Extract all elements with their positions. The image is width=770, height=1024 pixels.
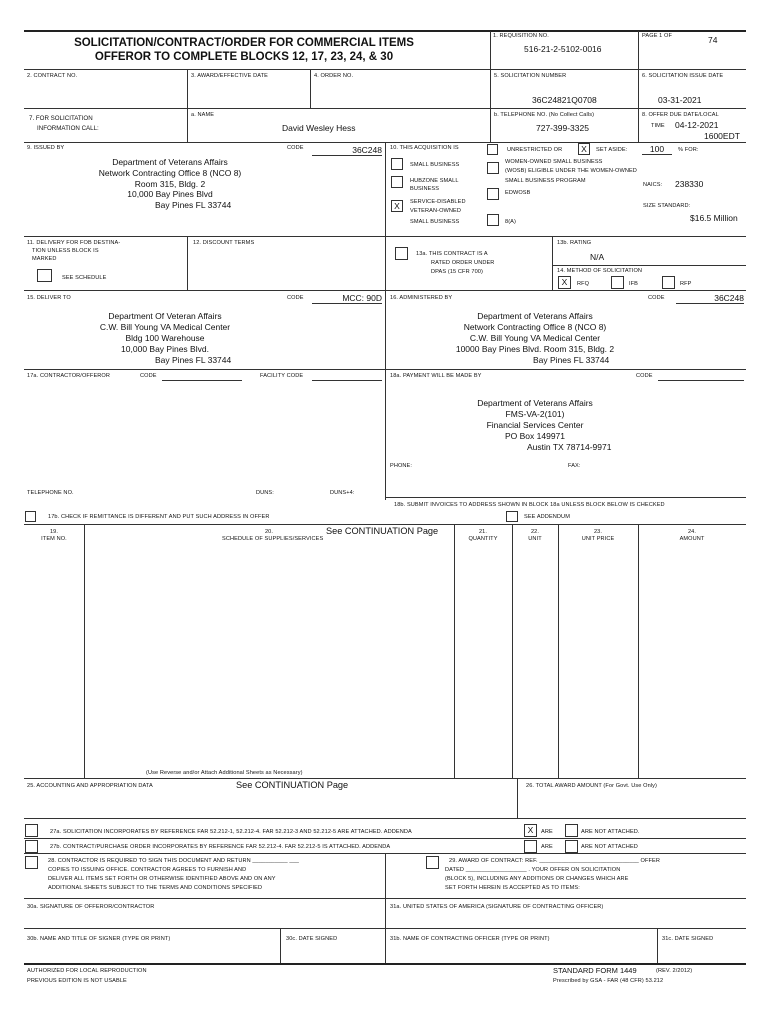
addendum-checkbox[interactable]	[506, 511, 518, 522]
deliver-code-label: CODE	[287, 295, 304, 301]
col-21-num: 21.	[478, 529, 488, 535]
method-label: 14. METHOD OF SOLICITATION	[557, 268, 643, 274]
issued-line-2: Network Contracting Office 8 (NCO 8)	[98, 168, 242, 178]
accounting-label: 25. ACCOUNTING AND APPROPRIATION DATA	[27, 783, 153, 789]
divider	[24, 818, 746, 819]
offer-due-time[interactable]: 1600EDT	[704, 131, 740, 141]
contractor-code-field[interactable]	[162, 371, 242, 381]
payment-code-field[interactable]	[658, 371, 744, 381]
rated-order-label-2: RATED ORDER UNDER	[431, 260, 495, 266]
27a-are-not-checkbox[interactable]	[565, 824, 578, 837]
admin-line-3: C.W. Bill Young VA Medical Center	[469, 333, 601, 343]
wosb-label-2: (WOSB) ELIGIBLE UNDER THE WOMEN-OWNED	[505, 168, 637, 174]
see-schedule-checkbox[interactable]	[37, 269, 52, 282]
sdvosb-checkbox[interactable]: X	[391, 200, 403, 212]
solicitation-number[interactable]: 36C24821Q0708	[532, 95, 597, 105]
issued-by-label: 9. ISSUED BY	[27, 145, 65, 151]
rated-order-checkbox[interactable]	[395, 247, 408, 260]
divider	[24, 290, 746, 291]
27a-are-checkbox[interactable]: X	[524, 824, 537, 837]
wosb-label-3: SMALL BUSINESS PROGRAM	[505, 178, 586, 184]
28-line-1: 28. CONTRACTOR IS REQUIRED TO SIGN THIS DOCUMENT AND RETURN ___________ ___	[48, 858, 300, 864]
offer-due-date[interactable]: 04-12-2021	[675, 120, 719, 130]
divider	[24, 778, 746, 779]
size-standard-label: SIZE STANDARD:	[643, 203, 691, 209]
sdvosb-label-3: SMALL BUSINESS	[410, 219, 460, 225]
signature-officer-label: 31a. UNITED STATES OF AMERICA (SIGNATURE OF CONTRACTING OFFICER)	[390, 904, 604, 910]
admin-line-2: Network Contracting Office 8 (NCO 8)	[463, 322, 607, 332]
rfq-checkbox[interactable]: X	[558, 276, 571, 289]
naics-label: NAICS:	[643, 182, 663, 188]
divider	[280, 928, 281, 964]
requisition-label: 1. REQUISITION NO.	[493, 33, 549, 39]
payment-label: 18a. PAYMENT WILL BE MADE BY	[390, 373, 482, 379]
see-schedule-label: SEE SCHEDULE	[62, 275, 107, 281]
rating-label: 13b. RATING	[557, 240, 592, 246]
admin-line-1: Department of Veterans Affairs	[477, 311, 593, 321]
remittance-checkbox[interactable]	[25, 511, 36, 522]
deliver-line-1: Department Of Veteran Affairs	[108, 311, 222, 321]
divider	[24, 108, 746, 109]
divider	[490, 31, 491, 69]
rated-order-label-3: DPAS (15 CFR 700)	[431, 269, 483, 275]
telephone-no-label: TELEPHONE NO.	[27, 490, 74, 496]
divider	[24, 928, 746, 929]
naics-code[interactable]: 238330	[675, 179, 704, 189]
solicitation-info-label: 7. FOR SOLICITATION	[29, 115, 93, 122]
payment-line-3: Financial Services Center	[486, 420, 584, 430]
divider	[84, 524, 85, 778]
admin-code-label: CODE	[648, 295, 665, 301]
small-business-checkbox[interactable]	[391, 158, 403, 170]
divider	[385, 142, 386, 500]
issued-code[interactable]: 36C248	[312, 145, 382, 156]
27b-are-checkbox[interactable]	[524, 840, 537, 853]
divider	[385, 853, 386, 965]
ifb-label: IFB	[629, 281, 639, 287]
rfq-label: RFQ	[577, 281, 590, 287]
eight-a-checkbox[interactable]	[487, 214, 499, 226]
submit-invoices-label: 18b. SUBMIT INVOICES TO ADDRESS SHOWN IN BLOCK 18a UNLESS BLOCK BELOW IS CHECKED	[394, 502, 665, 508]
29-line-2: DATED ___________________ . YOUR OFFER ON SOLICITATION	[445, 867, 621, 873]
form-bottom-border	[24, 963, 746, 965]
see-addendum-label: SEE ADDENDUM	[524, 514, 570, 520]
divider	[24, 898, 746, 899]
discount-terms-label: 12. DISCOUNT TERMS	[193, 240, 255, 246]
divider	[517, 778, 518, 818]
deliver-line-2: C.W. Bill Young VA Medical Center	[99, 322, 231, 332]
remittance-label: 17b. CHECK IF REMITTANCE IS DIFFERENT AND PUT SUCH ADDRESS IN OFFER	[48, 514, 270, 520]
delivery-label: 11. DELIVERY FOR FOB DESTINA-	[27, 240, 121, 246]
rating-value[interactable]: N/A	[590, 252, 605, 262]
divider	[512, 524, 513, 778]
divider	[310, 69, 311, 108]
divider	[657, 928, 658, 964]
issued-line-5: Bay Pines FL 33744	[155, 200, 232, 210]
divider	[552, 265, 746, 266]
requisition-number[interactable]: 516-21-2-5102-0016	[524, 44, 602, 54]
set-aside-checkbox[interactable]: X	[578, 143, 590, 155]
col-amount-header: AMOUNT	[679, 536, 705, 542]
total-award-label: 26. TOTAL AWARD AMOUNT (For Govt. Use Only)	[526, 783, 658, 789]
admin-line-4: 10000 Bay Pines Blvd. Room 315, Bldg. 2	[455, 344, 615, 354]
issued-line-3: Room 315, Bldg. 2	[134, 179, 206, 189]
order-no-label: 4. ORDER NO.	[314, 73, 354, 79]
hubzone-label: HUBZONE SMALL	[410, 178, 459, 184]
col-item-no-header: ITEM NO.	[41, 536, 67, 542]
col-24-num: 24.	[687, 529, 697, 535]
duns-label: DUNS:	[256, 490, 274, 496]
col-schedule-header: SCHEDULE OF SUPPLIES/SERVICES	[222, 536, 324, 542]
contract-no-label: 2. CONTRACT NO.	[27, 73, 78, 79]
schedule-footnote: (Use Reverse and/or Attach Additional Sheets as Necessary)	[146, 770, 303, 776]
28-line-4: ADDITIONAL SHEETS SUBJECT TO THE TERMS AND CONDITIONS SPECIFIED	[48, 885, 263, 891]
telephone-number[interactable]: 727-399-3325	[536, 123, 589, 133]
27a-are-not-label: ARE NOT ATTACHED.	[581, 829, 640, 835]
27b-label: 27b. CONTRACT/PURCHASE ORDER INCORPORATES BY REFERENCE FAR 52.212-4. FAR 52.212-5 IS ATTACHED. ADDENDA	[50, 844, 391, 850]
27b-checkbox[interactable]	[25, 840, 38, 853]
issue-date-label: 6. SOLICITATION ISSUE DATE	[642, 73, 724, 79]
col-22-num: 22.	[530, 529, 540, 535]
deliver-line-4: 10,000 Bay Pines Blvd.	[121, 344, 209, 354]
ifb-checkbox[interactable]	[611, 276, 624, 289]
unrestricted-label: UNRESTRICTED OR	[507, 147, 563, 153]
issued-code-label: CODE	[287, 145, 304, 151]
signature-offeror-label: 30a. SIGNATURE OF OFFEROR/CONTRACTOR	[27, 904, 155, 910]
divider	[638, 524, 639, 778]
signer-date-label: 30c. DATE SIGNED	[286, 936, 338, 942]
size-standard[interactable]: $16.5 Million	[690, 213, 738, 223]
contact-name[interactable]: David Wesley Hess	[282, 123, 356, 133]
27b-are-not-checkbox[interactable]	[565, 840, 578, 853]
acquisition-label: 10. THIS ACQUISITION IS	[390, 145, 459, 151]
divider	[638, 69, 639, 142]
27a-label: 27a. SOLICITATION INCORPORATES BY REFERENCE FAR 52.212-1, 52.212-4. FAR 52.212-3 AND 52.212-5 ARE ATTACHED. ADDENDA	[50, 829, 412, 835]
col-19-num: 19.	[49, 529, 59, 535]
time-label: TIME	[651, 123, 665, 129]
wosb-checkbox[interactable]	[487, 162, 499, 174]
issue-date[interactable]: 03-31-2021	[658, 95, 702, 105]
29-checkbox[interactable]	[426, 856, 439, 869]
officer-name-label: 31b. NAME OF CONTRACTING OFFICER (TYPE OR PRINT)	[390, 936, 550, 942]
divider	[24, 838, 746, 839]
divider	[24, 369, 746, 370]
name-label: a. NAME	[191, 112, 215, 118]
footer-previous-edition: PREVIOUS EDITION IS NOT USABLE	[27, 978, 127, 984]
deliver-line-3: Bldg 100 Warehouse	[125, 333, 205, 343]
page-label: PAGE 1 OF	[642, 33, 673, 39]
payment-line-4: PO Box 149971	[504, 431, 565, 441]
form-title-line-2: OFFEROR TO COMPLETE BLOCKS 12, 17, 23, 24, & 30	[94, 51, 394, 63]
sdvosb-label-2: VETERAN-OWNED	[410, 208, 462, 214]
28-line-3: DELIVER ALL ITEMS SET FORTH OR OTHERWISE IDENTIFIED ABOVE AND ON ANY	[48, 876, 276, 882]
wosb-label: WOMEN-OWNED SMALL BUSINESS	[505, 159, 603, 165]
duns-plus4-label: DUNS+4:	[330, 490, 355, 496]
28-checkbox[interactable]	[25, 856, 38, 869]
hubzone-label-2: BUSINESS	[410, 186, 440, 192]
divider	[187, 69, 188, 142]
payment-phone-label: PHONE:	[390, 463, 413, 469]
payment-line-2: FMS-VA-2(101)	[505, 409, 565, 419]
28-line-2: COPIES TO ISSUING OFFICE. CONTRACTOR AGREES TO FURNISH AND	[48, 867, 247, 873]
accounting-value[interactable]: See CONTINUATION Page	[236, 780, 349, 790]
admin-line-5: Bay Pines FL 33744	[533, 355, 610, 365]
col-unit-price-header: UNIT PRICE	[581, 536, 615, 542]
issued-line-4: 10,000 Bay Pines Blvd	[127, 189, 213, 199]
contractor-label: 17a. CONTRACTOR/OFFEROR	[27, 373, 111, 379]
offer-due-label: 8. OFFER DUE DATE/LOCAL	[642, 112, 719, 118]
col-quantity-header: QUANTITY	[468, 536, 498, 542]
rfp-label: RFP	[680, 281, 692, 287]
divider	[385, 497, 746, 498]
29-line-4: SET FORTH HEREIN IS ACCEPTED AS TO ITEMS:	[445, 885, 580, 891]
divider	[558, 524, 559, 778]
award-date-label: 3. AWARD/EFFECTIVE DATE	[191, 73, 268, 79]
payment-line-1: Department of Veterans Affairs	[477, 398, 593, 408]
edwosb-label: EDWOSB	[505, 190, 531, 196]
divider	[454, 524, 455, 778]
set-aside-percent[interactable]: 100	[642, 144, 672, 155]
footer-revision: (REV. 2/2012)	[656, 968, 693, 974]
col-20-num: 20.	[264, 529, 274, 535]
facility-code-label: FACILITY CODE	[260, 373, 304, 379]
27a-checkbox[interactable]	[25, 824, 38, 837]
divider	[490, 69, 491, 142]
divider	[24, 236, 746, 237]
eight-a-label: 8(A)	[505, 219, 516, 225]
col-23-num: 23.	[593, 529, 603, 535]
deliver-line-5: Bay Pines FL 33744	[155, 355, 232, 365]
solicitation-info-label-2: INFORMATION CALL:	[37, 125, 99, 132]
rated-order-label: 13a. THIS CONTRACT IS A	[416, 251, 488, 257]
27b-are-not-label: ARE NOT ATTACHED	[581, 844, 638, 850]
small-business-label: SMALL BUSINESS	[410, 162, 460, 168]
27a-are-label: ARE	[541, 829, 553, 835]
deliver-to-label: 15. DELIVER TO	[27, 295, 71, 301]
administered-by-label: 16. ADMINISTERED BY	[390, 295, 453, 301]
telephone-label: b. TELEPHONE NO. (No Collect Calls)	[494, 112, 595, 118]
footer-reproduction: AUTHORIZED FOR LOCAL REPRODUCTION	[27, 968, 147, 974]
hubzone-checkbox[interactable]	[391, 176, 403, 188]
signer-name-label: 30b. NAME AND TITLE OF SIGNER (TYPE OR PRINT)	[27, 936, 171, 942]
delivery-label-2: TION UNLESS BLOCK IS	[32, 248, 99, 254]
facility-code-field[interactable]	[312, 371, 382, 381]
divider	[552, 236, 553, 290]
page-count: 74	[708, 35, 718, 45]
col-unit-header: UNIT	[528, 536, 542, 542]
edwosb-checkbox[interactable]	[487, 188, 499, 200]
divider	[187, 236, 188, 290]
see-continuation-page: See CONTINUATION Page	[326, 526, 439, 536]
form-title-line-1: SOLICITATION/CONTRACT/ORDER FOR COMMERCIAL ITEMS	[74, 37, 414, 49]
29-line-3: (BLOCK 5), INCLUDING ANY ADDITIONS OR CHANGES WHICH ARE	[445, 876, 629, 882]
delivery-label-3: MARKED	[32, 256, 57, 262]
footer-form-name: STANDARD FORM 1449	[553, 966, 637, 975]
sdvosb-label: SERVICE-DISABLED	[410, 199, 466, 205]
payment-fax-label: FAX:	[568, 463, 581, 469]
set-aside-label: SET ASIDE:	[596, 147, 628, 153]
divider	[638, 31, 639, 69]
officer-date-label: 31c. DATE SIGNED	[662, 936, 714, 942]
rfp-checkbox[interactable]	[662, 276, 675, 289]
admin-code[interactable]: 36C248	[676, 293, 744, 304]
payment-line-5: Austin TX 78714-9971	[527, 442, 612, 452]
issued-line-1: Department of Veterans Affairs	[112, 157, 228, 167]
contractor-code-label: CODE	[140, 373, 157, 379]
footer-prescribed: Prescribed by GSA - FAR (48 CFR) 53.212	[553, 978, 664, 984]
payment-code-label: CODE	[636, 373, 653, 379]
percent-for-label: % FOR:	[678, 147, 699, 153]
unrestricted-checkbox[interactable]	[487, 144, 498, 155]
solicitation-number-label: 5. SOLICITATION NUMBER	[494, 73, 567, 79]
deliver-code[interactable]: MCC: 90D	[312, 293, 382, 304]
29-line-1: 29. AWARD OF CONTRACT: REF. _______________________________ OFFER	[449, 858, 660, 864]
27b-are-label: ARE	[541, 844, 553, 850]
